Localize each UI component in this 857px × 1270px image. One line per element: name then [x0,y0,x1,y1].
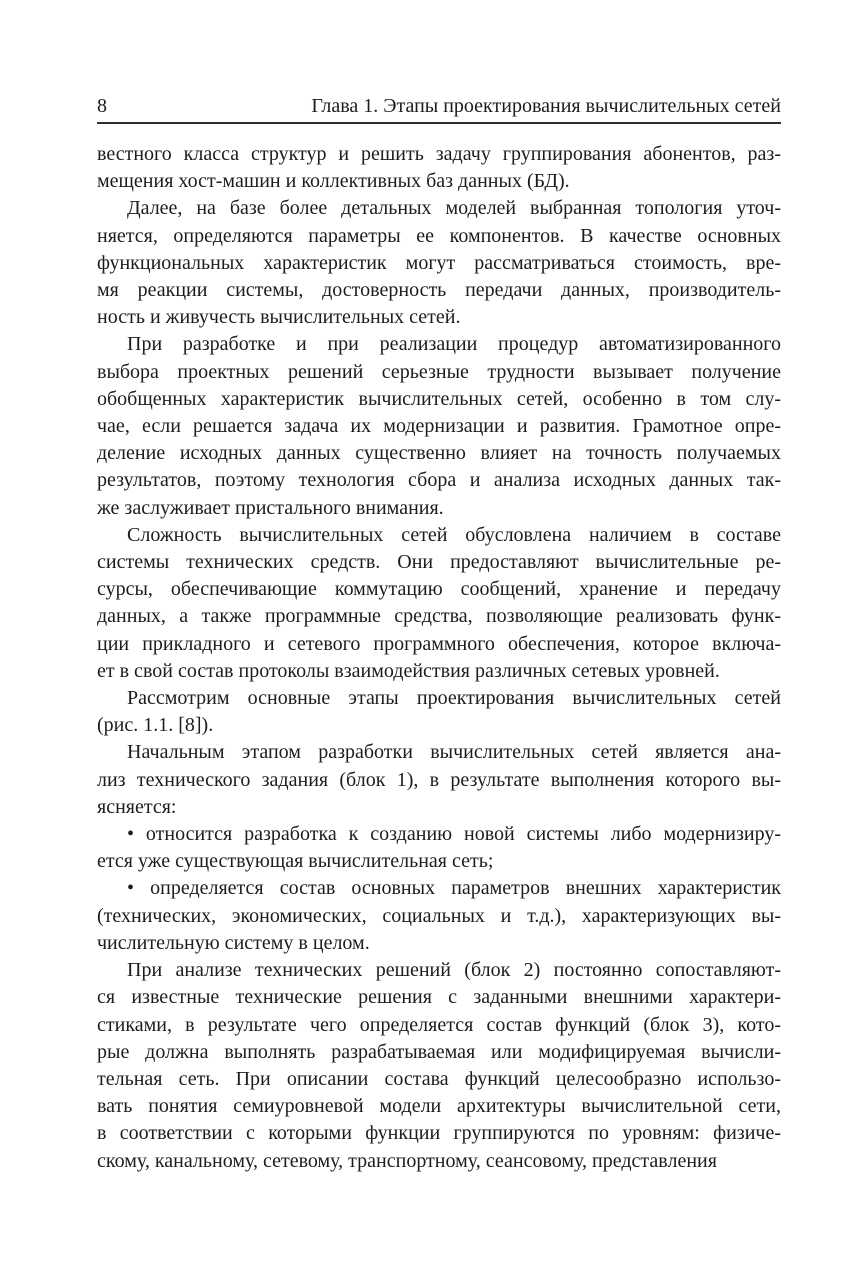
text-line: Рассмотрим основные этапы проектирования вычислительных сетей [127,687,781,710]
text-line: (рис. 1.1. [8]). [97,714,214,737]
text-line: няется, определяются параметры ее компонентов. В качестве основных [97,224,781,247]
text-line: функциональных характеристик могут рассматриваться стоимость, вре- [97,251,781,274]
page-body [97,141,781,1175]
text-line: деление исходных данных существенно влияет на точность получаемых [97,442,781,465]
text-line: выбора проектных решений серьезные трудности вызывает получение [97,360,781,383]
text-line: лиз технического задания (блок 1), в результате выполнения которого вы- [97,768,781,791]
text-line: (технических, экономических, социальных и т.д.), характеризующих вы- [97,904,781,927]
text-line: При анализе технических решений (блок 2) постоянно сопоставляют- [127,959,781,982]
text-line: мещения хост-машин и коллективных баз данных (БД). [97,170,570,193]
text-line: стиками, в результате чего определяется состав функций (блок 3), кото- [97,1013,781,1036]
text-line: ется уже существующая вычислительная сеть; [97,850,494,873]
text-line: же заслуживает пристального внимания. [97,496,444,519]
text-line: ет в свой состав протоколы взаимодействия различных сетевых уровней. [97,659,720,682]
text-line: ся известные технические решения с заданными внешними характери- [97,986,781,1009]
running-title: Глава 1. Этапы проектирования вычислительных сетей [311,95,781,117]
text-line: Далее, на базе более детальных моделей выбранная топология уточ- [127,197,781,220]
text-line: • определяется состав основных параметров внешних характеристик [127,877,781,900]
text-line: ность и живучесть вычислительных сетей. [97,306,461,329]
text-line: • относится разработка к созданию новой системы либо модернизиру- [127,823,781,846]
text-line: ясняется: [97,795,177,818]
text-line: При разработке и при реализации процедур автоматизированного [127,333,781,356]
text-line: данных, а также программные средства, позволяющие реализовать функ- [97,605,781,628]
text-line: вать понятия семиуровневой модели архитектуры вычислительной сети, [97,1095,781,1118]
text-line: ции прикладного и сетевого программного обеспечения, которое включа- [97,632,781,655]
text-line: Сложность вычислительных сетей обусловлена наличием в составе [127,523,781,546]
text-line: Начальным этапом разработки вычислительных сетей является ана- [127,741,781,764]
text-line: вестного класса структур и решить задачу группирования абонентов, раз- [97,143,781,165]
text-line: системы технических средств. Они предоставляют вычислительные ре- [97,551,781,574]
text-line: чае, если решается задача их модернизации и развития. Грамотное опре- [97,415,781,438]
text-line: числительную систему в целом. [97,931,370,954]
page-header [97,94,781,124]
page-number: 8 [97,95,107,117]
text-line: мя реакции системы, достоверность передачи данных, производитель- [97,279,781,302]
text-line: в соответствии с которыми функции группируются по уровням: физиче- [97,1122,781,1145]
text-line: рые должна выполнять разрабатываемая или модифицируемая вычисли- [97,1040,781,1063]
text-line: результатов, поэтому технология сбора и анализа исходных данных так- [97,469,781,492]
text-line: сурсы, обеспечивающие коммутацию сообщений, хранение и передачу [97,578,781,601]
text-line: скому, канальному, сетевому, транспортному, сеансовому, представления [97,1149,717,1172]
text-line: тельная сеть. При описании состава функций целесообразно использо- [97,1067,781,1090]
text-line: обобщенных характеристик вычислительных сетей, особенно в том слу- [97,387,781,410]
